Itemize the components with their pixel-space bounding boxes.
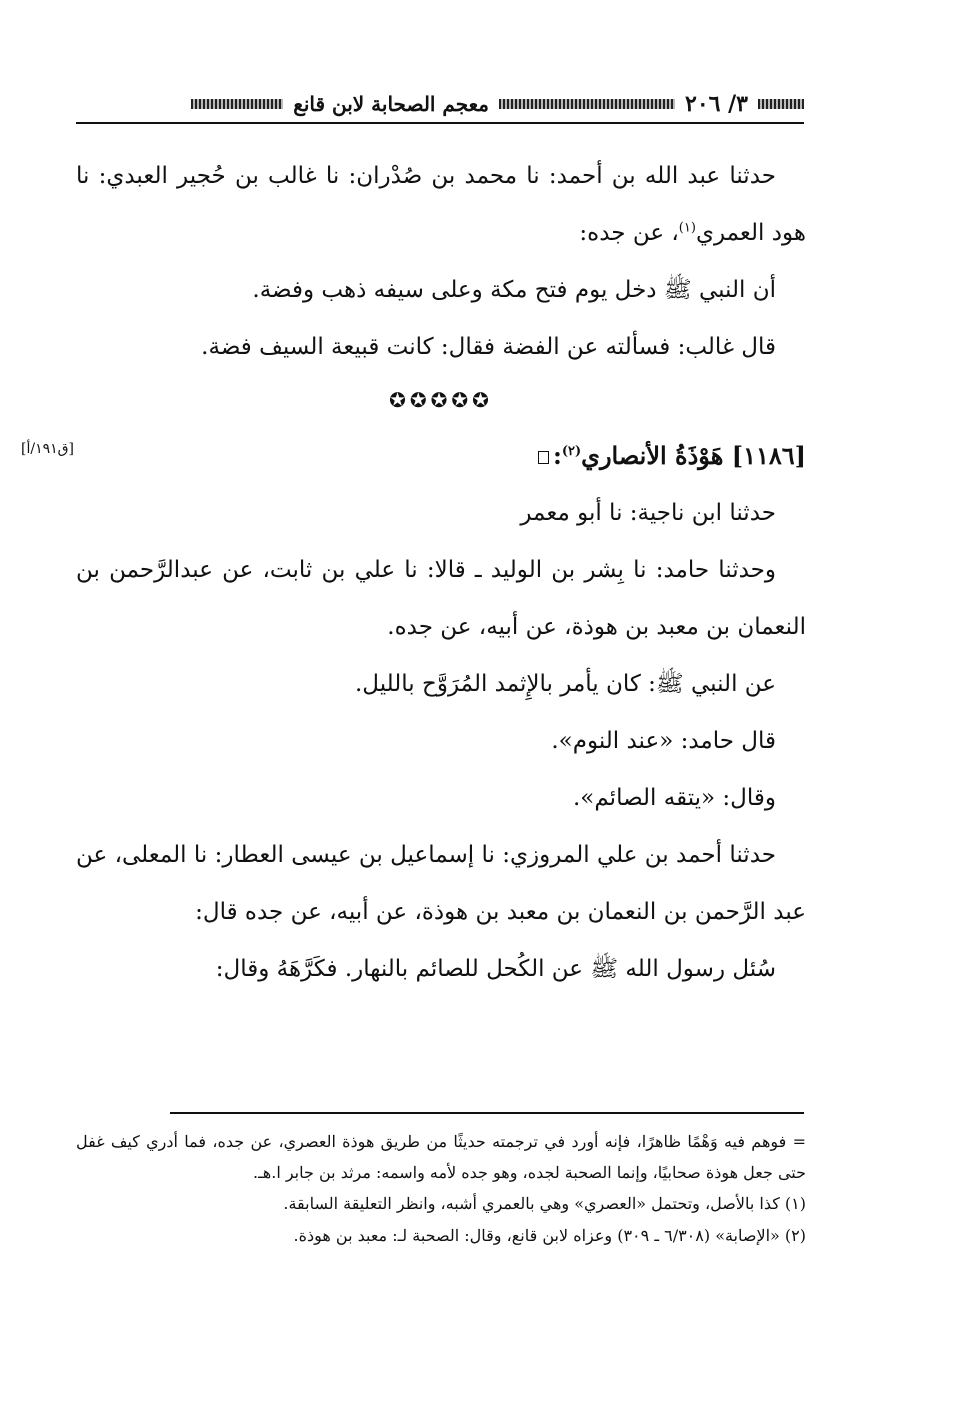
book-title: معجم الصحابة لابن قانع [293, 92, 490, 116]
paragraph-10: سُئل رسول الله ﷺ عن الكُحل للصائم بالنهار. فكَرَّهَهُ وقال: [215, 956, 776, 983]
footnote-ref-1: (١) [678, 220, 696, 236]
footnote-1: (١) كذا بالأصل، وتحتمل «العصري» وهي بالعمري أشبه، وانظر التعليقة السابقة. [283, 1194, 806, 1214]
running-header [76, 86, 804, 124]
paragraph-1-tail: ، عن جده: [579, 220, 679, 247]
paragraph-6: عن النبي ﷺ: كان يأمر بالإِثمد المُرَوَّح بالليل. [355, 671, 776, 698]
footnote-continued: = فوهم فيه وَهْمًا ظاهرًا، فإنه أورد في ترجمته حديثًا من طريق هوذة العصري، عن جده، فما أدري كيف غفل حتى جعل هوذة صحابيًا، وإنما الصحبة لجده، وهو جده لأمه واسمه: مرثد بن جابر ا.هـ. [76, 1132, 806, 1183]
footnote-ref-2: (٢) [561, 443, 582, 459]
main-text [21, 148, 806, 999]
header-ornament-left [191, 99, 283, 109]
entry-colon: : [553, 440, 562, 470]
manuscript-folio-note: [ق١٩١/أ] [21, 440, 74, 457]
paragraph-3: قال غالب: فسألته عن الفضة فقال: كانت قبيعة السيف فضة. [201, 334, 776, 361]
page-number: ٣/ ٢٠٦ [685, 91, 748, 117]
paragraph-8: وقال: «يتقه الصائم». [572, 785, 776, 812]
paragraph-5: وحدثنا حامد: نا بِشر بن الوليد ـ قالا: نا علي بن ثابت، عن عبدالرَّحمن بن النعمان بن معبد بن هوذة، عن أبيه، عن جده. [76, 557, 806, 641]
footnote-separator [170, 1112, 804, 1114]
paragraph-7: قال حامد: «عند النوم». [551, 728, 776, 755]
square-symbol-icon [538, 451, 549, 464]
paragraph-1 [76, 148, 806, 262]
paragraph-4: حدثنا ابن ناجية: نا أبو معمر [520, 500, 776, 527]
section-divider: ✪✪✪✪✪ [389, 388, 493, 413]
paragraph-2: أن النبي ﷺ دخل يوم فتح مكة وعلى سيفه ذهب وفضة. [252, 277, 776, 304]
footnote-2: (٢) «الإصابة» (٦/٣٠٨ ـ ٣٠٩) وعزاه لابن قانع، وقال: الصحبة لـ: معبد بن هوذة. [293, 1225, 806, 1245]
header-ornament-right [758, 99, 804, 109]
footnotes [76, 1126, 806, 1251]
entry-title: [١١٨٦] هَوْذَةُ الأنصاري [581, 440, 806, 470]
paragraph-9: حدثنا أحمد بن علي المروزي: نا إسماعيل بن عيسى العطار: نا المعلى، عن عبد الرَّحمن بن النعمان بن معبد بن هوذة، عن أبيه، عن جده قال: [76, 842, 806, 926]
header-ornament-middle [499, 99, 675, 109]
entry-heading [21, 426, 806, 486]
paragraph-1-text: حدثنا عبد الله بن أحمد: نا محمد بن صُدْران: نا غالب بن حُجير العبدي: نا هود العمري [76, 163, 806, 247]
